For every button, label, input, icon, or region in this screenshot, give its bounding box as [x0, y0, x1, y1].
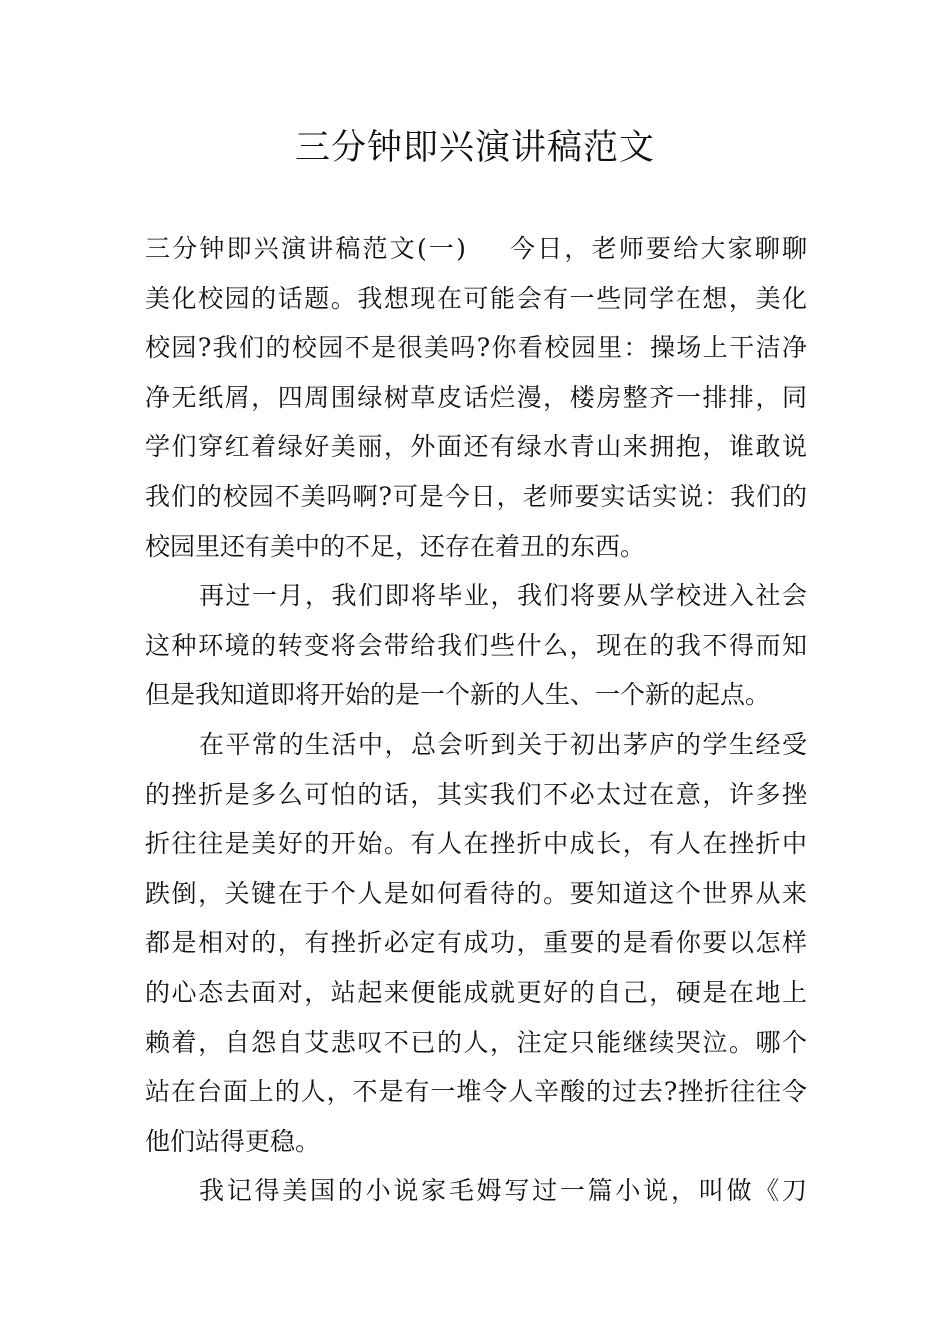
- body-line: 校园里还有美中的不足，还存在着丑的东西。: [145, 531, 646, 561]
- body-line: 都是相对的，有挫折必定有成功，重要的是看你要以怎样: [145, 928, 807, 958]
- body-line: 折往往是美好的开始。有人在挫折中成长，有人在挫折中: [145, 829, 807, 859]
- body-line: 我们的校园不美吗啊?可是今日，老师要实话实说：我们的: [145, 481, 807, 511]
- body-line: 校园?我们的校园不是很美吗?你看校园里：操场上干洁净: [145, 333, 807, 363]
- body-line-tail: 今日，老师要给大家聊聊: [507, 234, 807, 263]
- body-line: 但是我知道即将开始的是一个新的人生、一个新的起点。: [145, 680, 771, 710]
- document-body: [145, 224, 807, 1216]
- body-line: 在平常的生活中，总会听到关于初出茅庐的学生经受: [199, 729, 807, 759]
- body-line: 美化校园的话题。我想现在可能会有一些同学在想，美化: [145, 283, 807, 313]
- body-line: 的心态去面对，站起来便能成就更好的自己，硬是在地上: [145, 977, 807, 1007]
- body-line: 这种环境的转变将会带给我们些什么，现在的我不得而知: [145, 630, 807, 660]
- body-line: 我记得美国的小说家毛姆写过一篇小说，叫做《刀: [199, 1176, 807, 1206]
- body-line-lead: 三分钟即兴演讲稿范文(一): [145, 234, 466, 263]
- body-line: 站在台面上的人，不是有一堆令人辛酸的过去?挫折往往令: [145, 1077, 807, 1107]
- body-line: 学们穿红着绿好美丽，外面还有绿水青山来拥抱，谁敢说: [145, 432, 807, 462]
- body-line: [145, 224, 807, 274]
- body-line: 净无纸屑，四周围绿树草皮话烂漫，楼房整齐一排排，同: [145, 382, 807, 412]
- body-line: 他们站得更稳。: [145, 1126, 321, 1156]
- body-line: 的挫折是多么可怕的话，其实我们不必太过在意，许多挫: [145, 779, 807, 809]
- body-line: 跌倒，关键在于个人是如何看待的。要知道这个世界从来: [145, 878, 807, 908]
- body-line: 再过一月，我们即将毕业，我们将要从学校进入社会: [199, 581, 807, 611]
- document-title: 三分钟即兴演讲稿范文: [294, 128, 655, 168]
- body-line: 赖着，自怨自艾悲叹不已的人，注定只能继续哭泣。哪个: [145, 1027, 807, 1057]
